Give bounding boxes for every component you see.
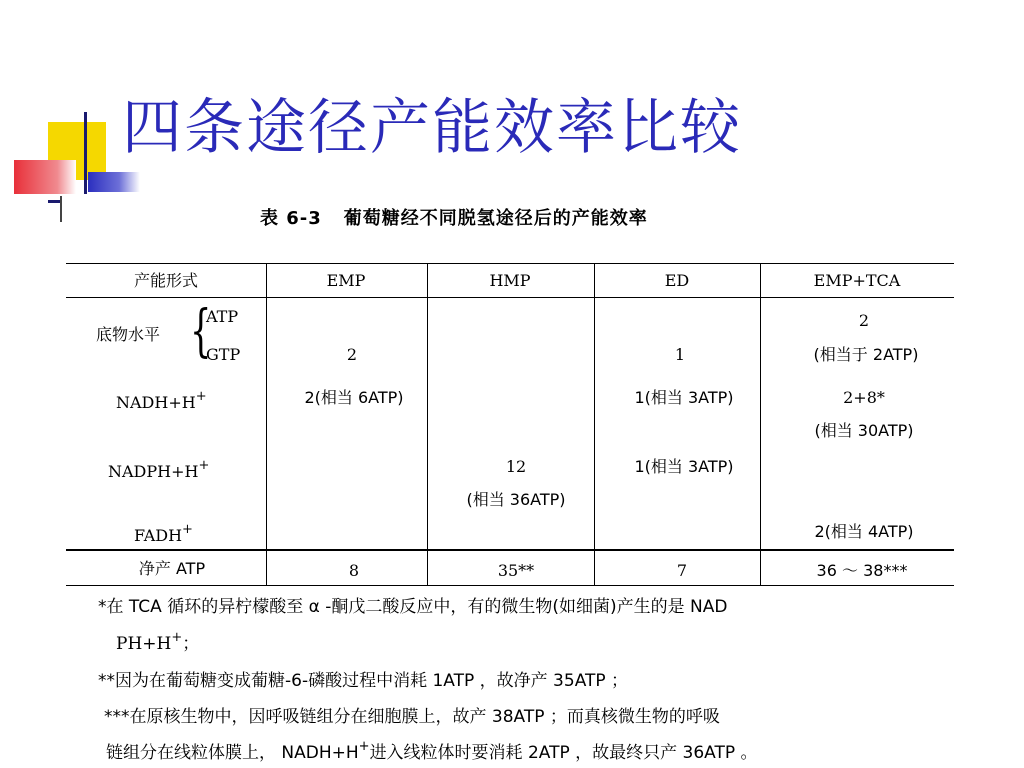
hmp-nadph-value: 12 (505, 457, 527, 476)
net-atp-label: 净产 ATP (138, 559, 206, 578)
substrate-gtp-label: GTP (206, 345, 241, 364)
table-col-divider (594, 264, 595, 586)
table-top-rule (66, 263, 954, 264)
footnote-1-line-1: *在 TCA 循环的异柠檬酸至 α -酮戊二酸反应中，有的微生物(如细菌)产生的是 NAD (98, 597, 728, 617)
emp-nadh-value: 2(相当 6ATP) (304, 388, 404, 407)
substrate-atp-label: ATP (206, 307, 239, 326)
footnote-1-line-2: PH+H+； (116, 630, 200, 654)
net-hmp-value: 35** (497, 561, 535, 580)
decor-vertical-line (84, 112, 87, 194)
footnote-3-line-1: ***在原核生物中，因呼吸链组分在细胞膜上，故产 38ATP ；而真核微生物的呼吸 (104, 707, 720, 727)
nadph-label: NADPH+H+ (108, 458, 210, 481)
table-col-divider (760, 264, 761, 586)
substrate-level-label: 底物水平 (96, 325, 161, 344)
header-emp: EMP (326, 271, 366, 290)
table-col-divider (427, 264, 428, 586)
nadh-label: NADH+H+ (116, 389, 207, 412)
tca-gtp-value: 2 (858, 311, 870, 330)
footnote-3-line-2: 链组分在线粒体膜上， NADH+H+进入线粒体时要消耗 2ATP ，故最终只产 36ATP 。 (106, 739, 758, 763)
table-bottom-rule (66, 585, 954, 586)
ed-gtp-value: 1 (674, 345, 686, 364)
hmp-nadph-note: (相当 36ATP) (466, 490, 566, 509)
ed-nadph-value: 1(相当 3ATP) (634, 457, 734, 476)
emp-gtp-value: 2 (346, 345, 358, 364)
net-emp-value: 8 (348, 561, 360, 580)
tca-nadh-value: 2+8* (843, 388, 885, 407)
tca-fadh-value: 2(相当 4ATP) (814, 522, 914, 541)
tca-nadh-note: (相当 30ATP) (814, 421, 914, 440)
table-caption-number: 表 6-3 (260, 208, 322, 229)
fadh-label: FADH+ (134, 522, 193, 545)
table-col-divider (266, 264, 267, 586)
net-ed-value: 7 (676, 561, 688, 580)
decor-red-bar (14, 160, 76, 194)
table-header-rule (66, 297, 954, 298)
footnote-2: **因为在葡萄糖变成葡糖-6-磷酸过程中消耗 1ATP ，故净产 35ATP ； (98, 671, 629, 691)
header-ed: ED (664, 271, 690, 290)
header-energy-form: 产能形式 (133, 271, 199, 290)
ed-nadh-value: 1(相当 3ATP) (634, 388, 734, 407)
brace-symbol: { (190, 299, 212, 364)
tca-gtp-note: (相当于 2ATP) (813, 345, 919, 364)
table-caption-text: 葡萄糖经不同脱氢途径后的产能效率 (343, 208, 648, 229)
net-tca-value: 36 ～ 38*** (816, 561, 908, 580)
decor-small-line (60, 196, 62, 222)
decor-blue-bar (88, 172, 140, 192)
slide-title: 四条途径产能效率比较 (122, 93, 742, 163)
table-net-rule (66, 549, 954, 551)
header-emp-tca: EMP+TCA (813, 271, 901, 290)
table-caption (260, 204, 648, 230)
header-hmp: HMP (489, 271, 531, 290)
